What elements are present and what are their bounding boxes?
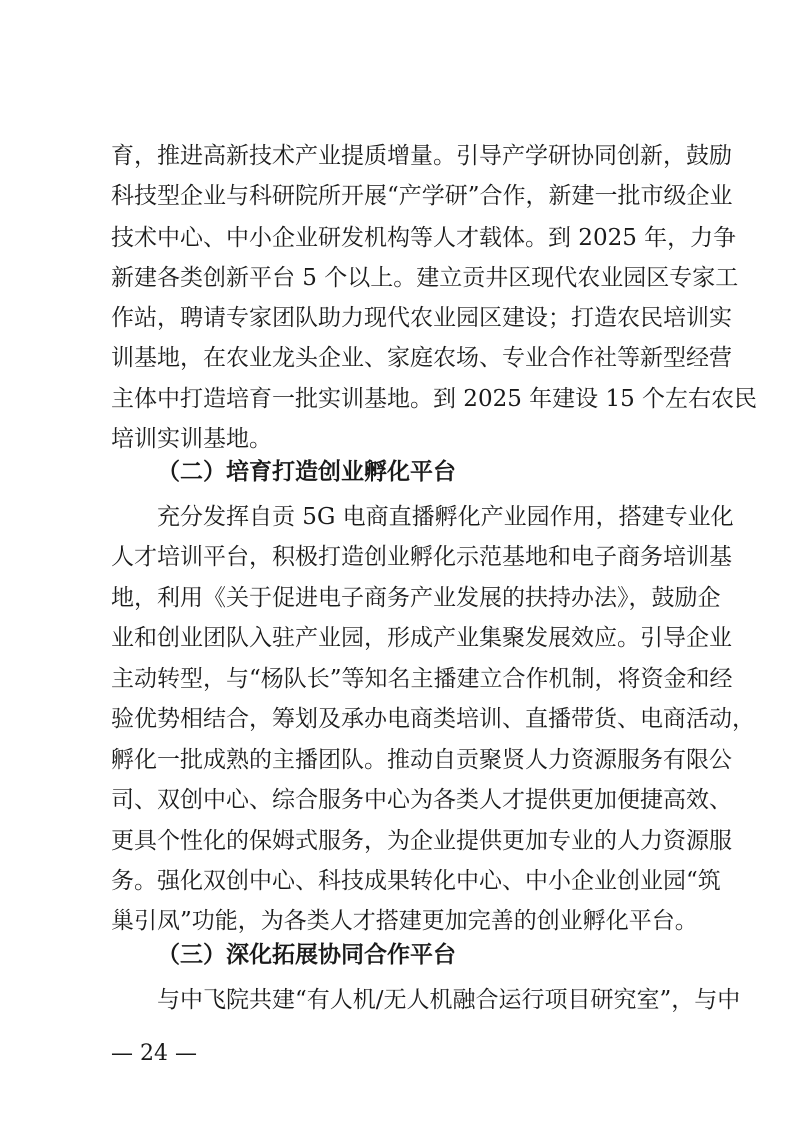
body-line: 育，推进高新技术产业提质增量。引导产学研协同创新，鼓励 (111, 143, 732, 169)
section-heading-three: （三）深化拓展协同合作平台 (157, 942, 456, 968)
body-line: 作站，聘请专家团队助力现代农业园区建设；打造农民培训实 (111, 305, 732, 331)
body-line: 新建各类创新平台 5 个以上。建立贡井区现代农业园区专家工 (111, 265, 739, 291)
section-heading-two: （二）培育打造创业孵化平台 (157, 459, 456, 485)
body-line: 训基地，在农业龙头企业、家庭农场、专业合作社等新型经营 (111, 345, 732, 371)
body-line: 孵化一批成熟的主播团队。推动自贡聚贤人力资源服务有限公 (111, 747, 732, 773)
body-line: 充分发挥自贡 5G 电商直播孵化产业园作用，搭建专业化 (157, 504, 734, 530)
page-number: — 24 — (111, 1041, 197, 1066)
body-line: 主动转型，与“杨队长”等知名主播建立合作机制，将资金和经 (111, 666, 733, 692)
body-line: 地，利用《关于促进电子商务产业发展的扶持办法》，鼓励企 (111, 585, 721, 611)
body-line: 主体中打造培育一批实训基地。到 2025 年建设 15 个左右农民 (111, 386, 758, 412)
body-line: 技术中心、中小企业研发机构等人才载体。到 2025 年，力争 (111, 225, 737, 251)
body-line: 司、双创中心、综合服务中心为各类人才提供更加便捷高效、 (111, 787, 732, 813)
body-line: 培训实训基地。 (111, 426, 272, 452)
body-line: 验优势相结合，筹划及承办电商类培训、直播带货、电商活动， (111, 706, 755, 732)
body-line: 业和创业团队入驻产业园，形成产业集聚发展效应。引导企业 (111, 625, 732, 651)
body-line: 更具个性化的保姆式服务，为企业提供更加专业的人力资源服 (111, 828, 732, 854)
body-line: 与中飞院共建“有人机/无人机融合运行项目研究室”，与中 (157, 987, 741, 1013)
body-line: 科技型企业与科研院所开展“产学研”合作，新建一批市级企业 (111, 183, 733, 209)
body-line: 人才培训平台，积极打造创业孵化示范基地和电子商务培训基 (111, 544, 732, 570)
body-line: 巢引凤”功能，为各类人才搭建更加完善的创业孵化平台。 (111, 908, 698, 934)
body-line: 务。强化双创中心、科技成果转化中心、中小企业创业园“筑 (111, 868, 721, 894)
